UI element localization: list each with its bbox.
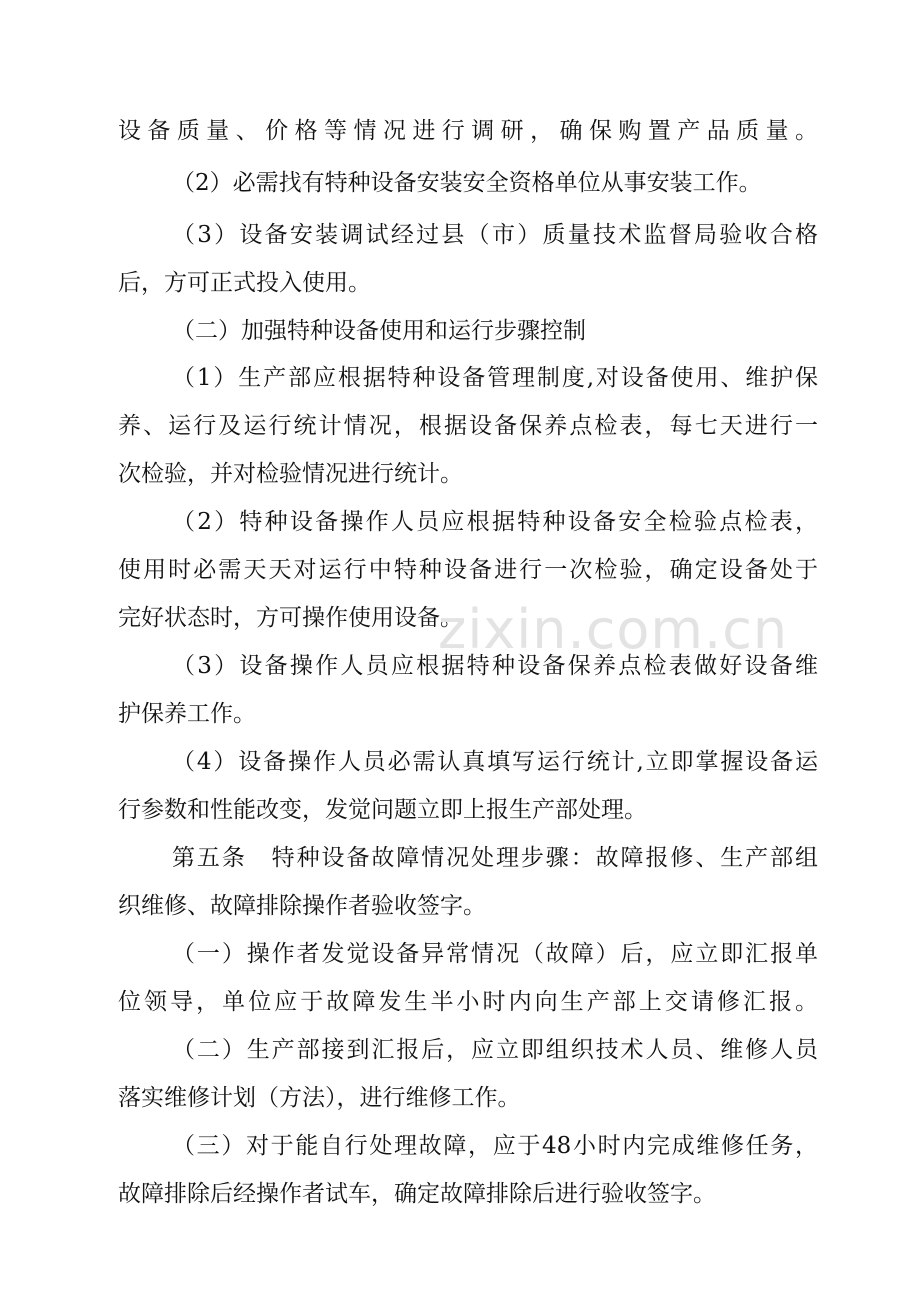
paragraph-line: 设备质量、价格等情况进行调研，确保购置产品质量。 (118, 118, 818, 144)
paragraph-line: （3）设备安装调试经过县（市）质量技术监督局验收合格 (172, 222, 818, 248)
article-heading: 第五条 特种设备故障情况处理步骤：故障报修、生产部组 (172, 845, 818, 871)
section-heading: （二）加强特种设备使用和运行步骤控制 (172, 318, 586, 344)
paragraph-line: （4）设备操作人员必需认真填写运行统计,立即掌握设备运 (172, 749, 818, 775)
paragraph-line: 次检验，并对检验情况进行统计。 (118, 461, 463, 487)
paragraph-line: 后，方可正式投入使用。 (118, 270, 371, 296)
paragraph-line: （3）设备操作人员应根据特种设备保养点检表做好设备维 (172, 653, 818, 679)
paragraph-line: （2）特种设备操作人员应根据特种设备安全检验点检表， (172, 509, 818, 535)
paragraph-line: 落实维修计划（方法），进行维修工作。 (118, 1085, 521, 1111)
watermark: zixin.com.cn (438, 598, 789, 661)
paragraph-line: 位领导，单位应于故障发生半小时内向生产部上交请修汇报。 (118, 989, 818, 1015)
paragraph-line: （2）必需找有特种设备安装安全资格单位从事安装工作。 (172, 170, 762, 196)
paragraph-line: 护保养工作。 (118, 701, 256, 727)
paragraph-line: （1）生产部应根据特种设备管理制度,对设备使用、维护保 (172, 365, 818, 391)
paragraph-line: 完好状态时，方可操作使用设备。 (118, 605, 463, 631)
paragraph-line: 行参数和性能改变，发觉问题立即上报生产部处理。 (118, 797, 647, 823)
paragraph-line: （一）操作者发觉设备异常情况（故障）后，应立即汇报单 (172, 941, 818, 967)
paragraph-line: （二）生产部接到汇报后，应立即组织技术人员、维修人员 (172, 1037, 818, 1063)
paragraph-line: 故障排除后经操作者试车，确定故障排除后进行验收签字。 (118, 1181, 716, 1207)
paragraph-line: 织维修、故障排除操作者验收签字。 (118, 893, 486, 919)
paragraph-line: （三）对于能自行处理故障，应于48小时内完成维修任务， (172, 1133, 818, 1159)
paragraph-line: 使用时必需天天对运行中特种设备进行一次检验，确定设备处于 (118, 557, 818, 583)
paragraph-line: 养、运行及运行统计情况，根据设备保养点检表，每七天进行一 (118, 413, 818, 439)
